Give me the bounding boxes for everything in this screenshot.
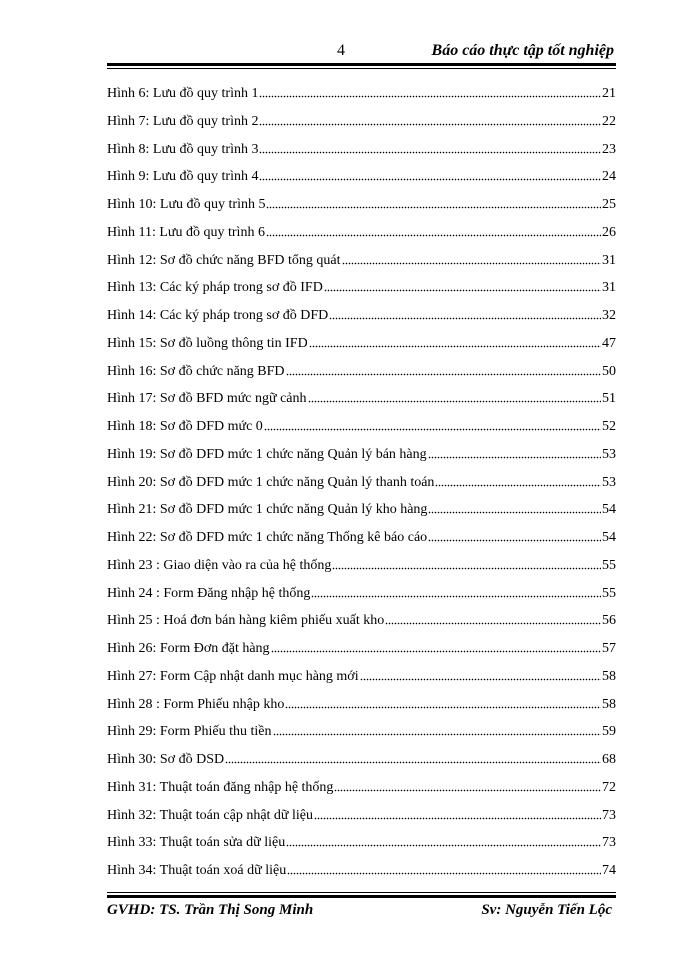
toc-entry-page-number: 73 xyxy=(602,807,616,823)
toc-dot-leader xyxy=(428,528,601,542)
toc-entry-page-number: 53 xyxy=(602,446,616,462)
toc-entry-label: Hình 9: Lưu đồ quy trình 4 xyxy=(107,169,259,185)
toc-entry-page-number: 59 xyxy=(602,724,616,740)
toc-entry-page-number: 54 xyxy=(602,502,616,518)
footer-rule-thick xyxy=(107,895,616,898)
toc-entry-label: Hình 32: Thuật toán cập nhật dữ liệu xyxy=(107,807,314,823)
toc-entry-label: Hình 10: Lưu đồ quy trình 5 xyxy=(107,197,266,212)
toc-entry-label: Hình 27: Form Cập nhật danh mục hàng mới xyxy=(107,668,359,684)
toc-dot-leader xyxy=(266,195,601,209)
toc-dot-leader xyxy=(259,167,601,181)
header-rule-thick xyxy=(107,63,616,66)
page-number: 4 xyxy=(337,42,345,59)
toc-dot-leader xyxy=(259,84,601,98)
toc-dot-leader xyxy=(428,445,601,459)
toc-entry-label: Hình 16: Sơ đồ chức năng BFD xyxy=(107,363,285,379)
toc-entry-label: Hình 24 : Form Đăng nhập hệ thống xyxy=(107,585,311,601)
toc-entry-page-number: 26 xyxy=(602,224,616,240)
toc-entry[interactable] xyxy=(107,857,616,885)
toc-dot-leader xyxy=(332,556,601,570)
toc-entry-page-number: 32 xyxy=(602,308,616,323)
toc-entry-page-number: 51 xyxy=(602,391,616,407)
report-title: Báo cáo thực tập tốt nghiệp xyxy=(431,42,614,59)
footer-rule-thin xyxy=(107,892,616,893)
toc-entry[interactable] xyxy=(107,247,616,275)
toc-entry-label: Hình 30: Sơ đồ DSD xyxy=(107,752,225,767)
toc-dot-leader xyxy=(225,750,601,764)
toc-entry-label: Hình 31: Thuật toán đăng nhập hệ thống xyxy=(107,779,334,795)
toc-entry[interactable] xyxy=(107,136,616,164)
toc-dot-leader xyxy=(435,473,601,487)
footer-student: Sv: Nguyễn Tiến Lộc xyxy=(481,902,612,918)
toc-entry-page-number: 52 xyxy=(602,419,616,434)
toc-dot-leader xyxy=(342,251,601,265)
toc-entry[interactable] xyxy=(107,635,616,663)
toc-dot-leader xyxy=(285,695,601,709)
toc-entry-label: Hình 25 : Hoá đơn bán hàng kiêm phiếu xuất kho xyxy=(107,613,385,629)
toc-entry-page-number: 50 xyxy=(602,363,616,379)
toc-entry-page-number: 74 xyxy=(602,863,616,878)
toc-entry-label: Hình 29: Form Phiếu thu tiền xyxy=(107,724,272,740)
toc-dot-leader xyxy=(286,833,601,847)
toc-entry[interactable] xyxy=(107,469,616,497)
toc-entry[interactable] xyxy=(107,413,616,441)
toc-entry-page-number: 68 xyxy=(602,752,616,767)
toc-entry[interactable] xyxy=(107,774,616,802)
toc-entry-label: Hình 33: Thuật toán sửa dữ liệu xyxy=(107,835,286,851)
toc-entry-page-number: 55 xyxy=(602,557,616,573)
toc-entry[interactable] xyxy=(107,607,616,635)
toc-dot-leader xyxy=(308,389,601,403)
toc-dot-leader xyxy=(259,140,601,154)
toc-entry-label: Hình 23 : Giao diện vào ra của hệ thống xyxy=(107,557,332,573)
toc-entry-label: Hình 7: Lưu đồ quy trình 2 xyxy=(107,113,259,129)
toc-dot-leader xyxy=(314,806,601,820)
toc-entry-label: Hình 18: Sơ đồ DFD mức 0 xyxy=(107,419,263,434)
toc-dot-leader xyxy=(286,362,601,376)
toc-entry-page-number: 56 xyxy=(602,613,616,629)
toc-entry-label: Hình 15: Sơ đồ luồng thông tin IFD xyxy=(107,335,308,351)
toc-entry-page-number: 24 xyxy=(602,169,616,185)
toc-dot-leader xyxy=(329,306,601,320)
toc-entry-page-number: 31 xyxy=(602,280,616,296)
toc-dot-leader xyxy=(271,639,601,653)
toc-entry-page-number: 54 xyxy=(602,530,616,545)
toc-entry-label: Hình 34: Thuật toán xoá dữ liệu xyxy=(107,863,287,878)
toc-dot-leader xyxy=(264,417,601,431)
toc-dot-leader xyxy=(259,112,601,126)
toc-entry-page-number: 55 xyxy=(602,585,616,601)
toc-entry[interactable] xyxy=(107,802,616,830)
toc-entry-label: Hình 20: Sơ đồ DFD mức 1 chức năng Quản lý thanh toán xyxy=(107,474,435,490)
footer-supervisor: GVHD: TS. Trần Thị Song Minh xyxy=(107,902,314,918)
header-rule-thin xyxy=(107,68,616,69)
toc-dot-leader xyxy=(428,500,601,514)
toc-entry-label: Hình 19: Sơ đồ DFD mức 1 chức năng Quản lý bán hàng xyxy=(107,446,427,462)
toc-entry[interactable] xyxy=(107,691,616,719)
toc-entry-page-number: 58 xyxy=(602,696,616,712)
toc-entry-page-number: 53 xyxy=(602,474,616,490)
toc-entry[interactable] xyxy=(107,663,616,691)
toc-entry[interactable] xyxy=(107,302,616,330)
table-of-figures xyxy=(107,80,616,885)
toc-entry-page-number: 72 xyxy=(602,779,616,795)
toc-entry-page-number: 21 xyxy=(602,86,616,101)
toc-entry[interactable] xyxy=(107,524,616,552)
toc-entry-label: Hình 12: Sơ đồ chức năng BFD tổng quát xyxy=(107,252,341,268)
toc-entry-label: Hình 28 : Form Phiếu nhập kho xyxy=(107,696,285,712)
toc-entry-label: Hình 8: Lưu đồ quy trình 3 xyxy=(107,141,259,157)
toc-entry-page-number: 25 xyxy=(602,197,616,212)
toc-dot-leader xyxy=(266,223,601,237)
toc-entry-page-number: 31 xyxy=(602,252,616,268)
toc-entry-label: Hình 22: Sơ đồ DFD mức 1 chức năng Thống kê báo cáo xyxy=(107,530,428,545)
toc-entry[interactable] xyxy=(107,274,616,302)
toc-entry-page-number: 23 xyxy=(602,141,616,157)
toc-dot-leader xyxy=(311,584,601,598)
toc-entry-label: Hình 17: Sơ đồ BFD mức ngữ cảnh xyxy=(107,391,307,407)
toc-entry-page-number: 22 xyxy=(602,113,616,129)
toc-entry[interactable] xyxy=(107,746,616,774)
toc-entry-label: Hình 13: Các ký pháp trong sơ đồ IFD xyxy=(107,280,323,296)
toc-entry-page-number: 47 xyxy=(602,335,616,351)
toc-dot-leader xyxy=(385,611,601,625)
toc-dot-leader xyxy=(324,278,601,292)
toc-entry[interactable] xyxy=(107,80,616,108)
toc-entry-page-number: 57 xyxy=(602,641,616,656)
toc-entry-label: Hình 21: Sơ đồ DFD mức 1 chức năng Quản lý kho hàng xyxy=(107,502,428,518)
toc-entry-label: Hình 14: Các ký pháp trong sơ đồ DFD xyxy=(107,308,329,323)
page-footer xyxy=(107,902,616,924)
toc-entry[interactable] xyxy=(107,441,616,469)
toc-entry-label: Hình 6: Lưu đồ quy trình 1 xyxy=(107,86,259,101)
toc-dot-leader xyxy=(273,722,602,736)
toc-entry[interactable] xyxy=(107,330,616,358)
toc-entry[interactable] xyxy=(107,163,616,191)
toc-dot-leader xyxy=(309,334,601,348)
toc-entry[interactable] xyxy=(107,358,616,386)
toc-entry[interactable] xyxy=(107,385,616,413)
page-header xyxy=(107,40,616,62)
toc-entry[interactable] xyxy=(107,552,616,580)
toc-dot-leader xyxy=(287,861,601,875)
toc-entry[interactable] xyxy=(107,718,616,746)
toc-entry-page-number: 73 xyxy=(602,835,616,851)
toc-dot-leader xyxy=(334,778,601,792)
toc-dot-leader xyxy=(360,667,601,681)
toc-entry[interactable] xyxy=(107,191,616,219)
toc-entry[interactable] xyxy=(107,108,616,136)
toc-entry[interactable] xyxy=(107,829,616,857)
toc-entry-label: Hình 11: Lưu đồ quy trình 6 xyxy=(107,224,265,240)
toc-entry-label: Hình 26: Form Đơn đặt hàng xyxy=(107,641,270,656)
toc-entry-page-number: 58 xyxy=(602,668,616,684)
toc-entry[interactable] xyxy=(107,219,616,247)
toc-entry[interactable] xyxy=(107,496,616,524)
toc-entry[interactable] xyxy=(107,580,616,608)
